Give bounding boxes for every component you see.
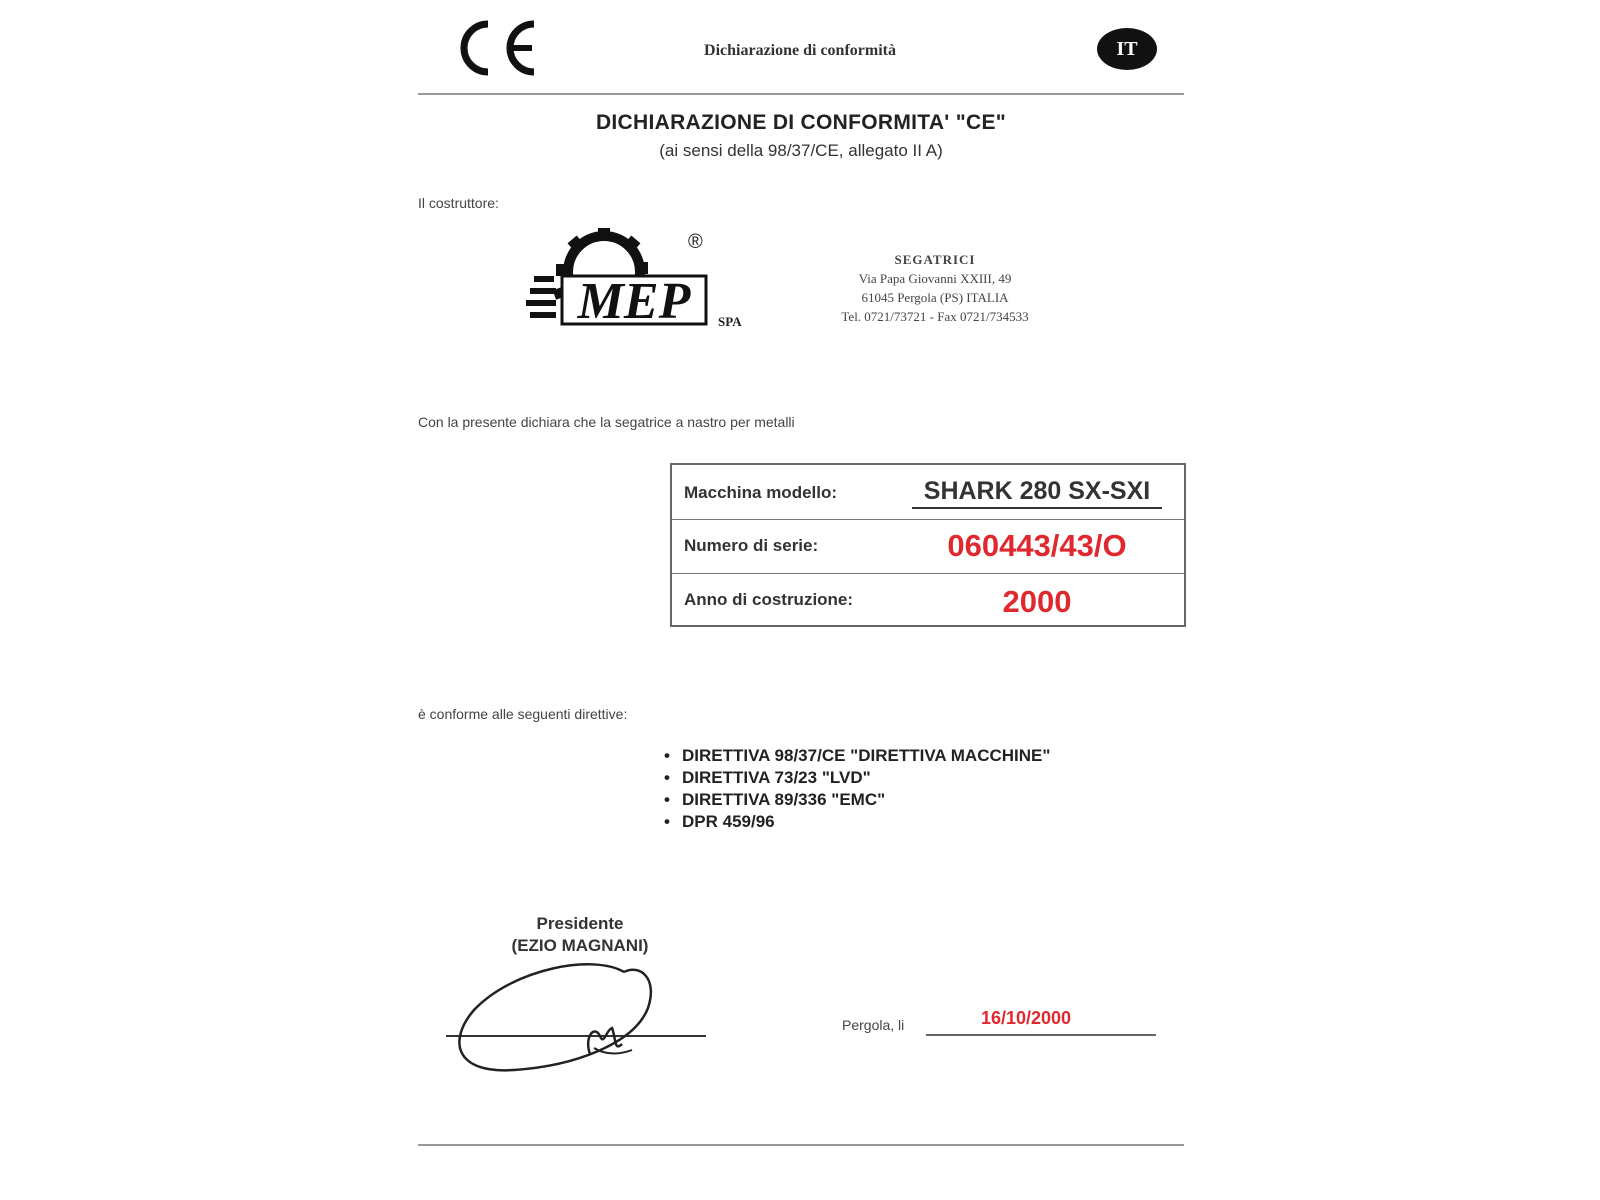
model-value: SHARK 280 SX-SXI xyxy=(923,477,1151,505)
ce-mark-logo xyxy=(452,14,540,82)
contacts-line: Tel. 0721/73721 - Fax 0721/734533 xyxy=(841,309,1029,324)
serial-label: Numero di serie: xyxy=(684,536,819,555)
signatory-block xyxy=(480,913,680,957)
handwritten-signature xyxy=(444,958,714,1078)
document-title: DICHIARAZIONE DI CONFORMITA' "CE" xyxy=(595,111,1007,134)
list-item: • DIRETTIVA 98/37/CE "DIRETTIVA MACCHINE" xyxy=(664,745,1050,767)
manufacturer-label: Il costruttore: xyxy=(418,195,499,211)
year-row xyxy=(672,573,1184,625)
declaration-text: Con la presente dichiara che la segatrice a nastro per metalli xyxy=(418,414,795,430)
signatory-role: Presidente xyxy=(536,914,624,933)
directives-list xyxy=(664,745,1050,833)
year-value: 2000 xyxy=(1002,584,1072,619)
company-address-block xyxy=(800,250,1070,326)
header-title: Dichiarazione di conformità xyxy=(704,42,896,59)
model-row xyxy=(672,465,1184,519)
list-item: • DPR 459/96 xyxy=(664,811,1050,833)
list-item: • DIRETTIVA 89/336 "EMC" xyxy=(664,789,1050,811)
logo-suffix: SPA xyxy=(718,314,742,329)
company-name: SEGATRICI xyxy=(894,252,976,267)
model-underline xyxy=(912,507,1162,509)
serial-value: 060443/43/O xyxy=(947,528,1127,563)
language-badge: IT xyxy=(1097,28,1157,70)
year-label: Anno di costruzione: xyxy=(684,590,854,609)
registered-mark: ® xyxy=(688,231,703,253)
machine-details-table xyxy=(670,463,1186,627)
place-label: Pergola, li xyxy=(842,1017,905,1033)
list-item: • DIRETTIVA 73/23 "LVD" xyxy=(664,767,1050,789)
document-subtitle: (ai sensi della 98/37/CE, allegato II A) xyxy=(659,141,943,160)
footer-divider xyxy=(418,1144,1184,1146)
header-divider xyxy=(418,93,1184,95)
mep-logo xyxy=(526,228,762,340)
declaration-date: 16/10/2000 xyxy=(980,1008,1072,1028)
logo-text: MEP xyxy=(577,273,691,330)
serial-row xyxy=(672,519,1184,573)
model-label: Macchina modello: xyxy=(684,483,838,502)
address-line-1: Via Papa Giovanni XXIII, 49 xyxy=(858,271,1012,286)
date-line xyxy=(926,1034,1156,1036)
conformity-text: è conforme alle seguenti direttive: xyxy=(418,706,628,722)
address-line-2: 61045 Pergola (PS) ITALIA xyxy=(861,290,1009,305)
signatory-name: (EZIO MAGNANI) xyxy=(511,936,649,955)
